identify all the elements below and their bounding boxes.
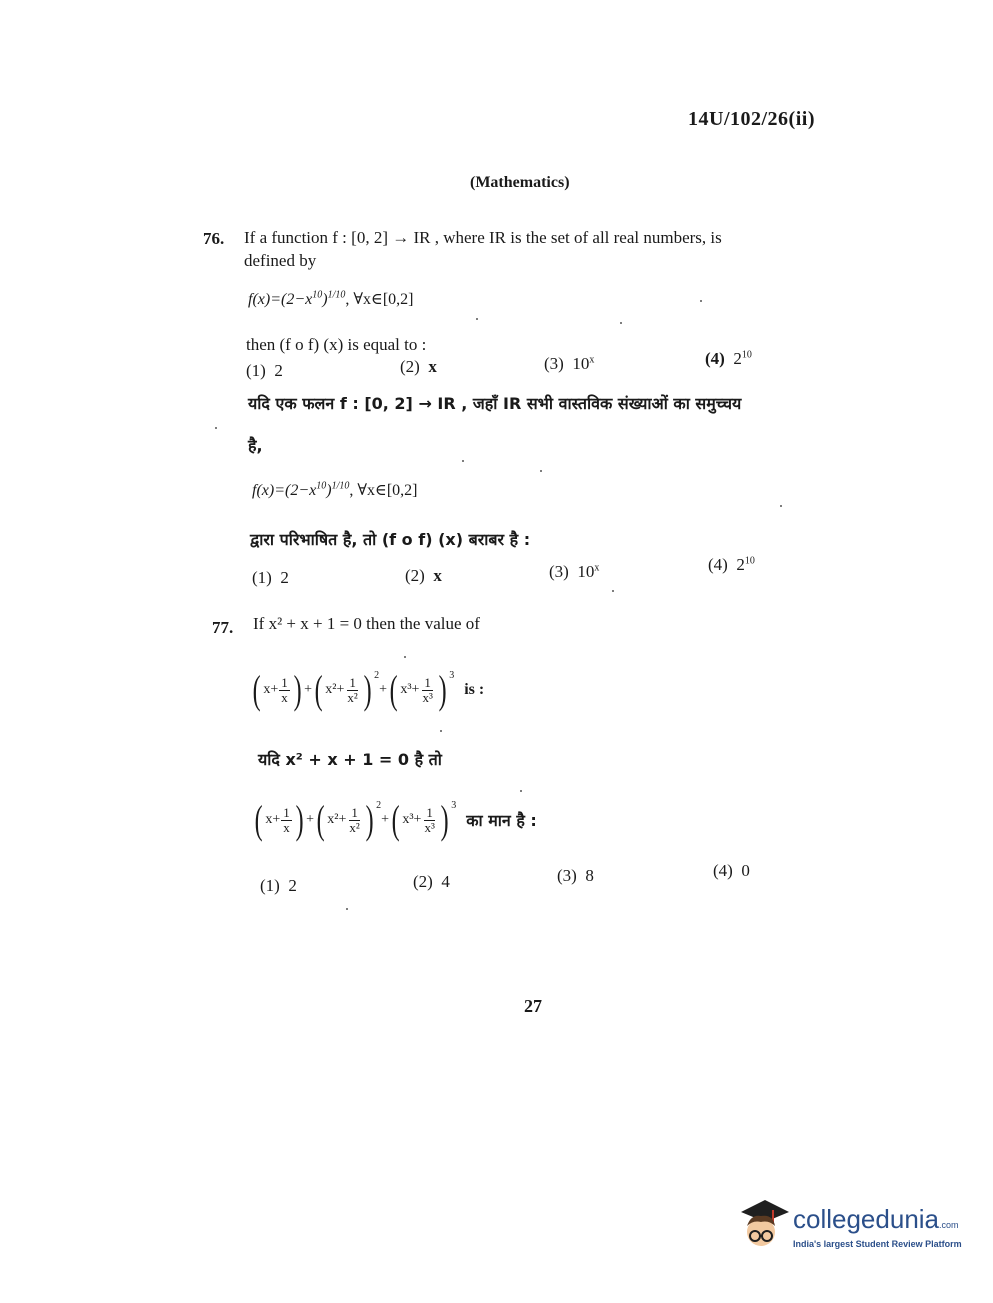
mascot-icon	[735, 1198, 791, 1258]
q76-hindi-option-4: (4) $2^{10}$	[708, 555, 755, 574]
q76-option-2: (2) x	[400, 357, 437, 376]
q76-text-line1: If a function f : [0, 2] → IR , where IR is the set of all real numbers, is	[244, 228, 722, 247]
q76-hindi-option-3: (3) 10$^x$	[549, 562, 600, 581]
q76-option-3: (3) 10$^x$	[544, 354, 595, 373]
q76-formula-hindi: $f(x)=(2-x^{10})^{1/10}$, ∀x∈[0,2]	[252, 480, 418, 499]
paper-code: 14U/102/26(ii)	[688, 108, 815, 130]
q76-option-4: (4) $2^{10}$	[705, 349, 752, 368]
q76-hindi-line2: है,	[248, 436, 263, 455]
q77-hindi-text: यदि x² + x + 1 = 0 है तो	[258, 750, 442, 769]
q77-text: If x² + x + 1 = 0 then the value of	[253, 614, 480, 633]
q76-number: 76.	[203, 229, 225, 248]
q76-then-text-hindi: द्वारा परिभाषित है, तो (f o f) (x) बराबर है :	[250, 530, 531, 549]
q77-expression-hindi: ( x+ $\frac{1}{x}$ ) + ( x²+ $\frac{1}{\text{x²}}$ ) $^2$ + ( x³+ $\frac{1}{\text{x³}}$ ) $^3$ का मान है :	[254, 797, 537, 842]
q77-expression: ( x+ $\frac{1}{x}$ ) + ( x²+ $\frac{1}{\text{x²}}$ ) $^2$ + ( x³+ $\frac{1}{\text{x³}}$ ) $^3$ is :	[252, 667, 485, 712]
q77-option-1: (1) 2	[260, 876, 297, 895]
logo-tagline: India's largest Student Review Platform	[793, 1239, 962, 1249]
logo-wordmark: collegedunia.com	[793, 1204, 959, 1234]
page-number: 27	[524, 996, 542, 1016]
q76-text-line2: defined by	[244, 251, 317, 270]
q77-option-2: (2) 4	[413, 872, 450, 891]
q76-formula: $f(x)=(2-x^{10})^{1/10}$, ∀x∈[0,2]	[248, 289, 414, 308]
collegedunia-logo[interactable]	[735, 1198, 965, 1258]
subject-title: (Mathematics)	[470, 174, 570, 191]
q77-number: 77.	[212, 618, 234, 637]
q76-option-1: (1) 2	[246, 361, 283, 380]
q77-option-3: (3) 8	[557, 866, 594, 885]
q76-hindi-option-2: (2) x	[405, 566, 442, 585]
q77-option-4: (4) 0	[713, 861, 750, 880]
q76-hindi-option-1: (1) 2	[252, 568, 289, 587]
q76-then-text: then (f o f) (x) is equal to :	[246, 335, 427, 354]
q76-hindi-line1: यदि एक फलन f : [0, 2] → IR , जहाँ IR सभी वास्तविक संख्याओं का समुच्चय	[248, 394, 742, 413]
